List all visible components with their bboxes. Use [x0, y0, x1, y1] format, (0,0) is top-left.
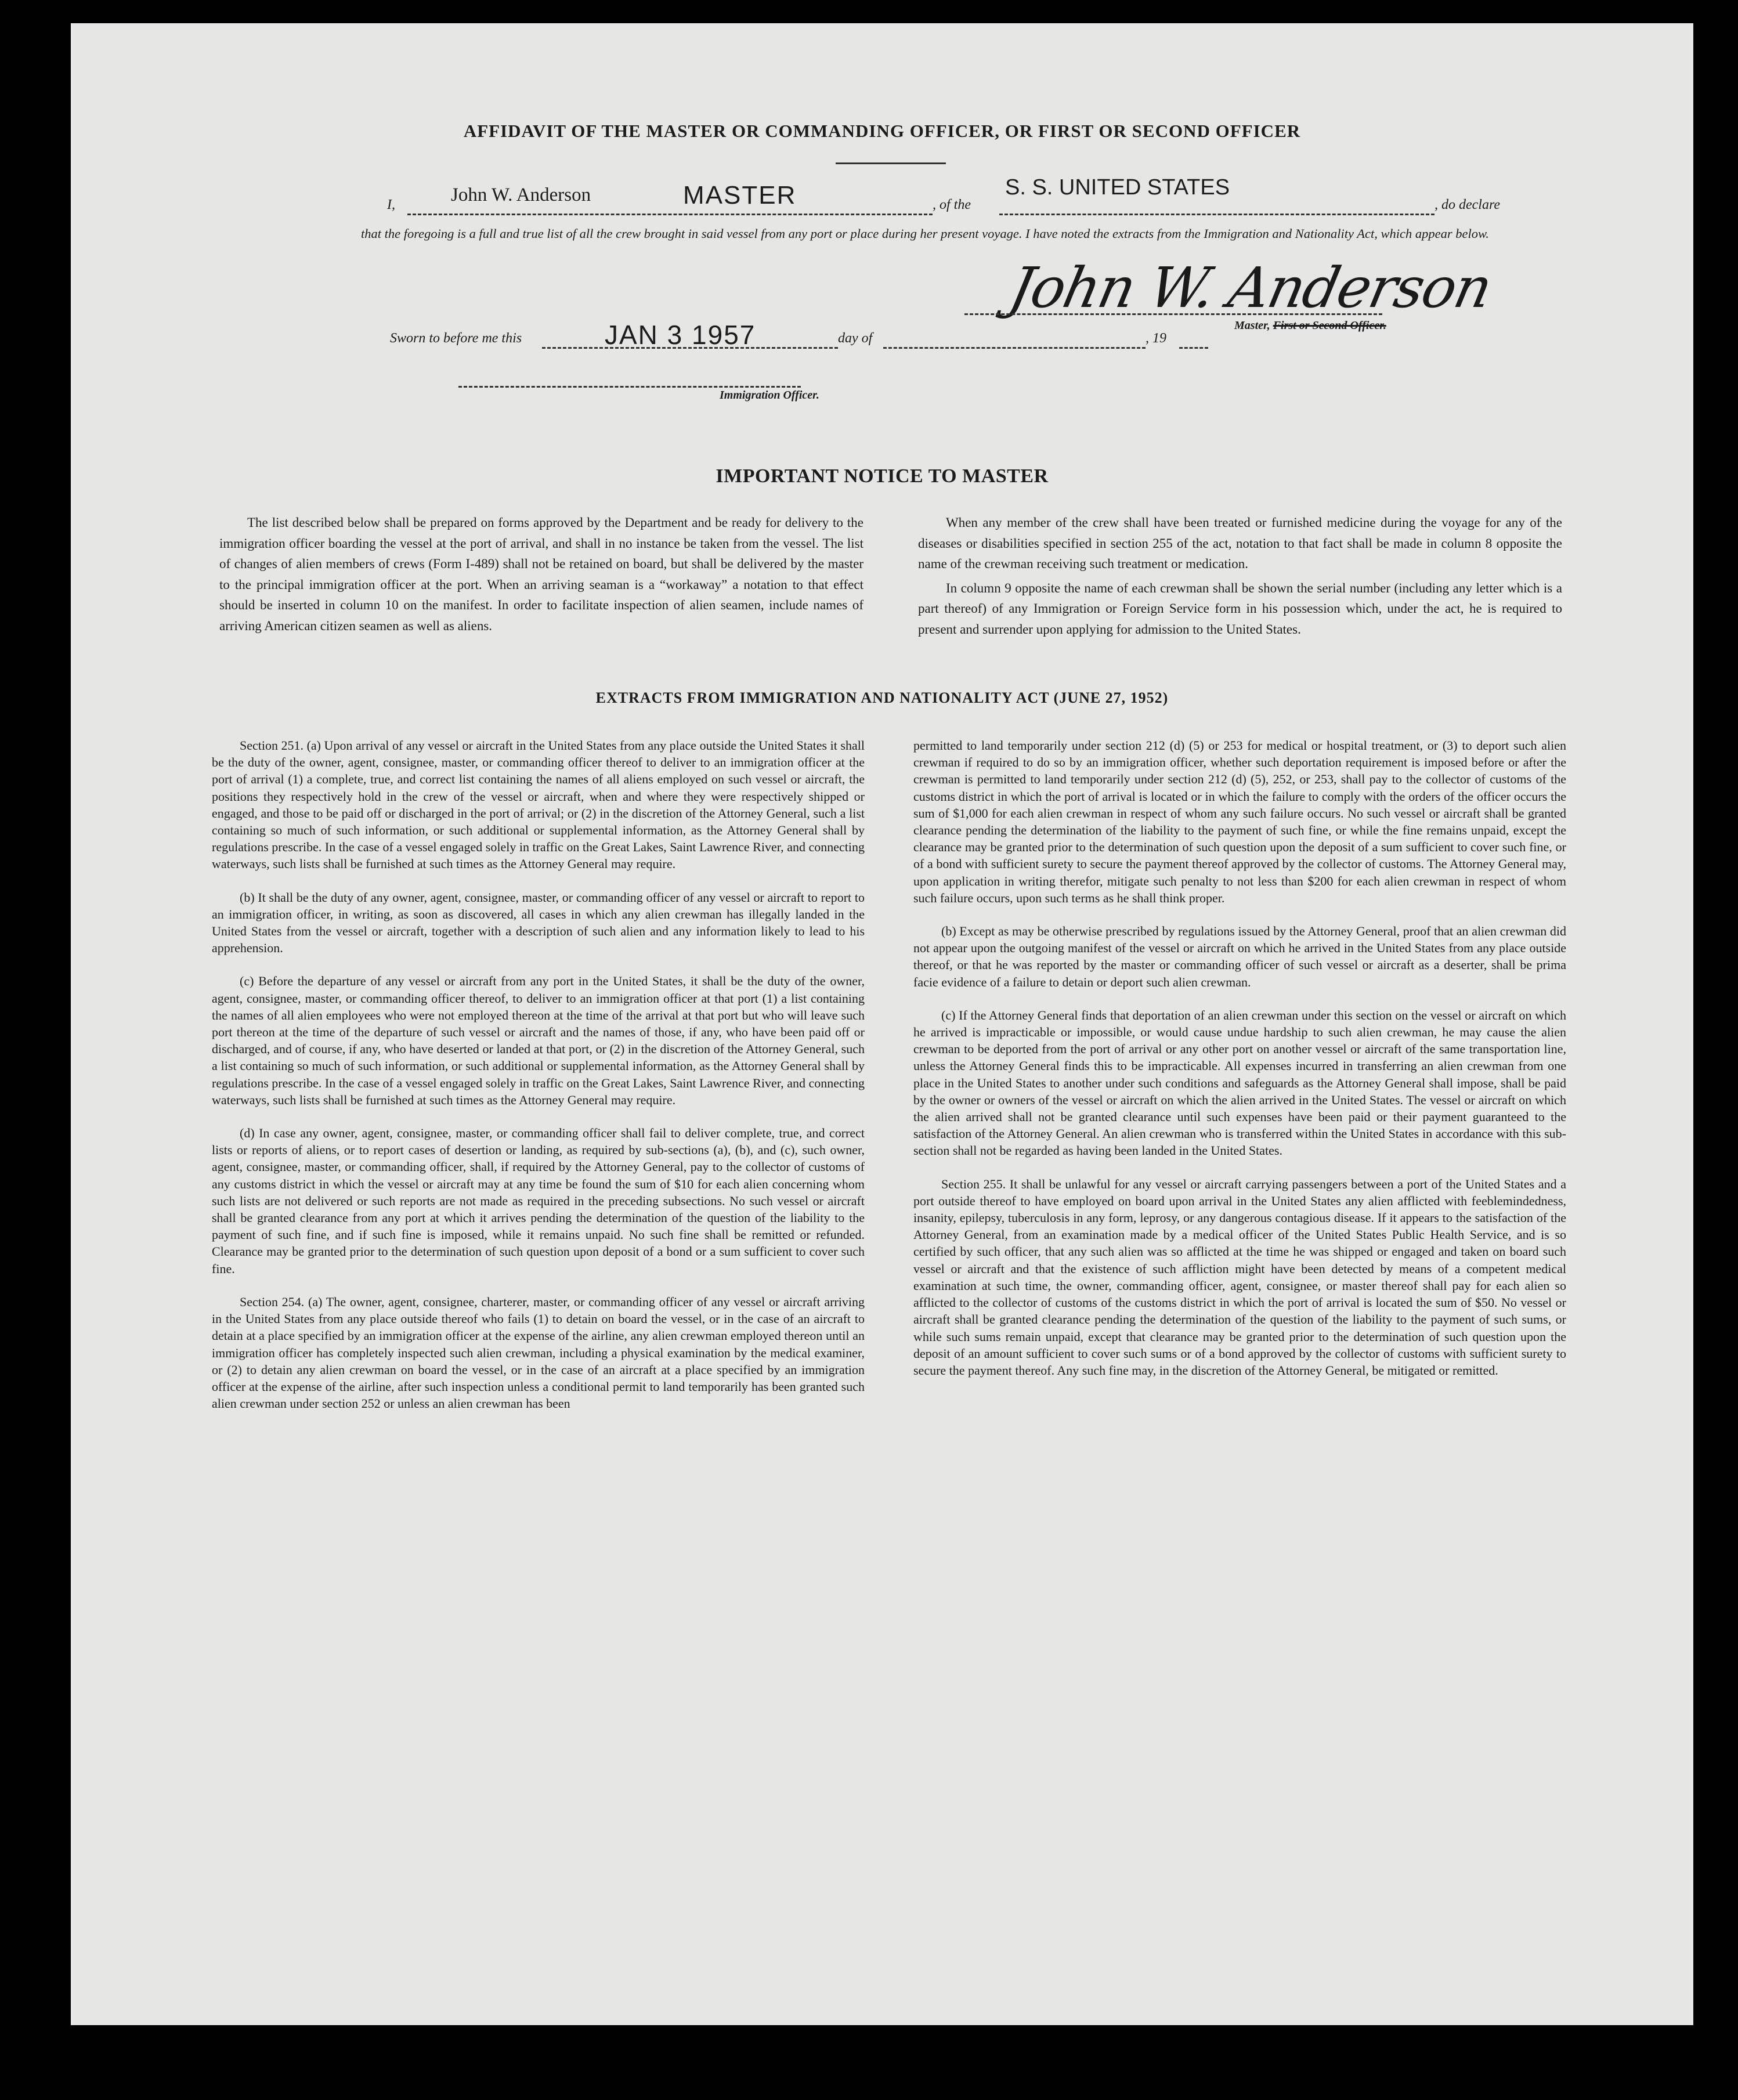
master-name: John W. Anderson — [451, 185, 591, 205]
master-rank: MASTER — [683, 181, 797, 209]
year-label: , 19 — [1146, 331, 1166, 346]
act-paragraph: (c) Before the departure of any vessel or aircraft from any port in the United States, it shall be the duty of the owner, agent, consignee, master, or commanding officer thereof, to deliver to an immigration officer at that port (1) a list containing the names of all alien employees who were not employed thereon at the time of the arrival at that port but who will leave such port thereon at the time of the departure of such vessel or aircraft and the names of those, if any, who have been paid off or discharged, and of course, if any, who have deserted or landed at that port, or (2) in the discretion of the Attorney General, such a list containing so much of such information, or such additional or supplemental information, as the Attorney General shall by regulations prescribe. In the case of a vessel engaged solely in traffic on the Great Lakes, Saint Lawrence River, and connecting waterways, such lists shall be furnished at such times as the Attorney General may require. — [212, 974, 865, 1107]
notice-paragraph: The list described below shall be prepared on forms approved by the Department and be ready for delivery to the immigration officer boarding the vessel at the port of arrival, and shall in no instance be taken from the vessel. The list of changes of alien members of crews (Form I-489) shall not be retained on board, but shall be delivered by the master to the principal immigration officer at the port. When an arriving seaman is a “workaway” a notation to that effect should be inserted in column 10 on the manifest. In order to facilitate inspection of alien seamen, include names of arriving American citizen seamen as well as aliens. — [219, 515, 863, 633]
notice-left-column — [219, 512, 863, 639]
act-paragraph: (c) If the Attorney General finds that deportation of an alien crewman under this section on the vessel or aircraft on which he arrived is impracticable or impossible, or would cause undue hardship to such alien crewman, he may cause the alien crewman to be deported from the port of arrival or any other port on another vessel or aircraft of the same transportation line, unless the Attorney General finds this to be impracticable. All expenses incurred in transferring an alien crewman from one place in the United States to another under such conditions and safeguards as the Attorney General shall impose, shall be paid by the owner or owners of the vessel or aircraft on which the alien arrived in the United States. The vessel or aircraft on which the alien arrived shall not be granted clearance until such expenses have been paid or their payment guaranteed to the satisfaction of the Attorney General. An alien crewman who is transferred within the United States in accordance with this sub-section shall not be regarded as having been landed in the United States. — [913, 1007, 1566, 1158]
signature-line — [964, 313, 1382, 315]
of-the-label: , of the — [933, 197, 971, 212]
notice-paragraph: In column 9 opposite the name of each crewman shall be shown the serial number (including any letter which is a part thereof) of any Immigration or Foreign Service form in his possession which, under the act, he is required to present and surrender upon applying for admission to the United States. — [918, 580, 1562, 637]
vessel-name: S. S. UNITED STATES — [1005, 175, 1230, 200]
sworn-date: JAN 3 1957 — [605, 320, 756, 350]
sworn-label: Sworn to before me this — [390, 331, 522, 346]
act-paragraph: Section 255. It shall be unlawful for any vessel or aircraft carrying passengers between a port of the United States and a port outside thereof to have employed on board upon arrival in the United States any alien afflicted with feeblemindedness, insanity, epilepsy, tuberculosis in any form, leprosy, or any dangerous contagious disease. If it appears to the satisfaction of the Attorney General, from an examination made by a medical officer of the United States Public Health Service, and is so certified by such officer, that any such alien was so afflicted at the time he was shipped or engaged and taken on board such vessel or aircraft and that the existence of such affliction might have been detected by means of a competent medical examination at such time, the owner, commanding officer, agent, consignee, or master thereof shall pay for each alien so afflicted to the collector of customs of the customs district in which the port of arrival is located the sum of $50. No vessel or aircraft shall be granted clearance pending the determination of the question of the liability to the payment of such sums, or while such sums remain unpaid, except that clearance may be granted prior to the determination of such question upon the deposit of an amount sufficient to cover such sums or of a bond approved by the collector of customs with sufficient surety to secure the payment thereof. Any such fine may, in the discretion of the Attorney General, be mitigated or remitted. — [913, 1176, 1566, 1378]
document-page — [71, 23, 1693, 2025]
notice-right-column — [918, 512, 1562, 643]
name-line — [407, 214, 933, 215]
month-line — [883, 347, 1146, 349]
do-declare-label: , do declare — [1435, 197, 1501, 212]
vessel-line — [999, 214, 1435, 215]
master-caption: Master, — [1234, 319, 1270, 332]
year-line — [1179, 347, 1208, 349]
i-label: I, — [387, 197, 395, 212]
officer-caption: Immigration Officer. — [720, 389, 819, 402]
extracts-right-column — [913, 737, 1566, 1395]
act-paragraph: Section 254. (a) The owner, agent, consignee, charterer, master, or commanding officer of any vessel or aircraft arriving in the United States from any place outside thereof who fails (1) to detain on board the vessel, or in the case of an aircraft to detain at a place specified by an immigration officer at the expense of the airline, any alien crewman employed thereon until an immigration officer has completely inspected such alien crewman, including a physical examination by the medical examiner, or (2) to detain any alien crewman on board the vessel, or in the case of an aircraft at a place specified by an immigration officer at the expense of the airline, after such inspection unless a conditional permit to land temporarily has been granted such alien crewman under section 252 or unless an alien crewman has been — [212, 1294, 865, 1411]
extracts-left-column — [212, 737, 865, 1428]
affidavit-title: AFFIDAVIT OF THE MASTER OR COMMANDING OFFICER, OR FIRST OR SECOND OFFICER — [463, 121, 1301, 141]
title-rule — [836, 162, 946, 164]
extracts-title: EXTRACTS FROM IMMIGRATION AND NATIONALITY ACT (JUNE 27, 1952) — [595, 689, 1169, 706]
declaration-text: that the foregoing is a full and true list of all the crew brought in said vessel from any port or place during her present voyage. I have noted the extracts from the Immigration and Nationality Act, which appear below. — [361, 226, 1489, 241]
act-paragraph: (b) Except as may be otherwise prescribed by regulations issued by the Attorney General, proof that an alien crewman did not appear upon the outgoing manifest of the vessel or aircraft on which he arrived in the United States from any place outside thereof, or that he was reported by the master or commanding officer of such vessel or aircraft as a deserter, shall be prima facie evidence of a failure to detain or deport such alien crewman. — [913, 924, 1566, 989]
notice-paragraph: When any member of the crew shall have been treated or furnished medicine during the voyage for any of the diseases or disabilities specified in section 255 of the act, notation to that fact shall be made in column 8 opposite the name of the crewman receiving such treatment or medication. — [918, 515, 1562, 571]
officer-line — [458, 386, 801, 388]
struck-caption: First or Second Officer. — [1273, 319, 1386, 332]
act-paragraph: (d) In case any owner, agent, consignee, master, or commanding officer shall fail to deliver complete, true, and correct lists or reports of aliens, or to report cases of desertion or landing, as required by sub-sections (a), (b), and (c), such owner, agent, consignee, master, or commanding officer, shall, if required by the Attorney General, pay to the collector of customs of any customs district in which the vessel or aircraft may at any time be found the sum of $10 for each alien concerning whom such lists are not delivered or such reports are not made as required in the preceding subsections. No such vessel or aircraft shall be granted clearance from any port at which it arrives pending the determination of the question of the liability to the payment of such fine, and if such fine is imposed, while it remains unpaid. No such fine shall be remitted or refunded. Clearance may be granted prior to the determination of such question upon deposit of a bond or a sum sufficient to cover such fine. — [212, 1126, 865, 1276]
signature-caption — [1234, 319, 1386, 332]
act-paragraph: permitted to land temporarily under section 212 (d) (5) or 253 for medical or hospital treatment, or (3) to deport such alien crewman if required to do so by an immigration officer, whether such deportation requirement is imposed before or after the crewman is permitted to land temporarily under section 212 (d) (5), 252, or 253, shall pay to the collector of customs of the customs district in which the port of arrival is located or in which the failure to comply with the orders of the officer occurs the sum of $1,000 for each alien crewman in respect of whom any such failure occurs. No such vessel or aircraft shall be granted clearance pending the determination of the liability to the payment of such fine, or while the fine remains unpaid, except the clearance may be granted prior to the determination of such question upon the deposit of a sum sufficient to cover such fine, or of a bond with sufficient surety to secure the payment thereof approved by the collector of customs. The Attorney General may, upon application in writing therefor, mitigate such penalty to not less than $200 for each alien crewman in respect of whom such failure occurs, upon such terms as he shall think proper. — [913, 738, 1566, 905]
day-of-label: day of — [838, 331, 873, 346]
notice-title: IMPORTANT NOTICE TO MASTER — [716, 465, 1049, 487]
master-signature: John W. Anderson — [1004, 255, 1497, 320]
act-paragraph: Section 251. (a) Upon arrival of any vessel or aircraft in the United States from any place outside the United States it shall be the duty of the owner, agent, consignee, master, or commanding officer thereof to deliver to an immigration officer at the port of arrival (1) a complete, true, and correct list containing the names of all aliens employed on such vessel or aircraft, the positions they respectively hold in the crew of the vessel or aircraft, when and where they were respectively shipped or engaged, and those to be paid off or discharged in the port of arrival; or (2) in the discretion of the Attorney General, such a list containing so much of such information, or such additional or supplemental information, as the Attorney General shall by regulations prescribe. In the case of a vessel engaged solely in traffic on the Great Lakes, Saint Lawrence River, and connecting waterways, such lists shall be furnished at such times as the Attorney General may require. — [212, 738, 865, 872]
act-paragraph: (b) It shall be the duty of any owner, agent, consignee, master, or commanding officer of any vessel or aircraft to report to an immigration officer, in writing, as soon as discovered, all cases in which any alien crewman has illegally landed in the United States from the vessel or aircraft, together with a description of such alien and any information likely to lead to his apprehension. — [212, 890, 865, 956]
